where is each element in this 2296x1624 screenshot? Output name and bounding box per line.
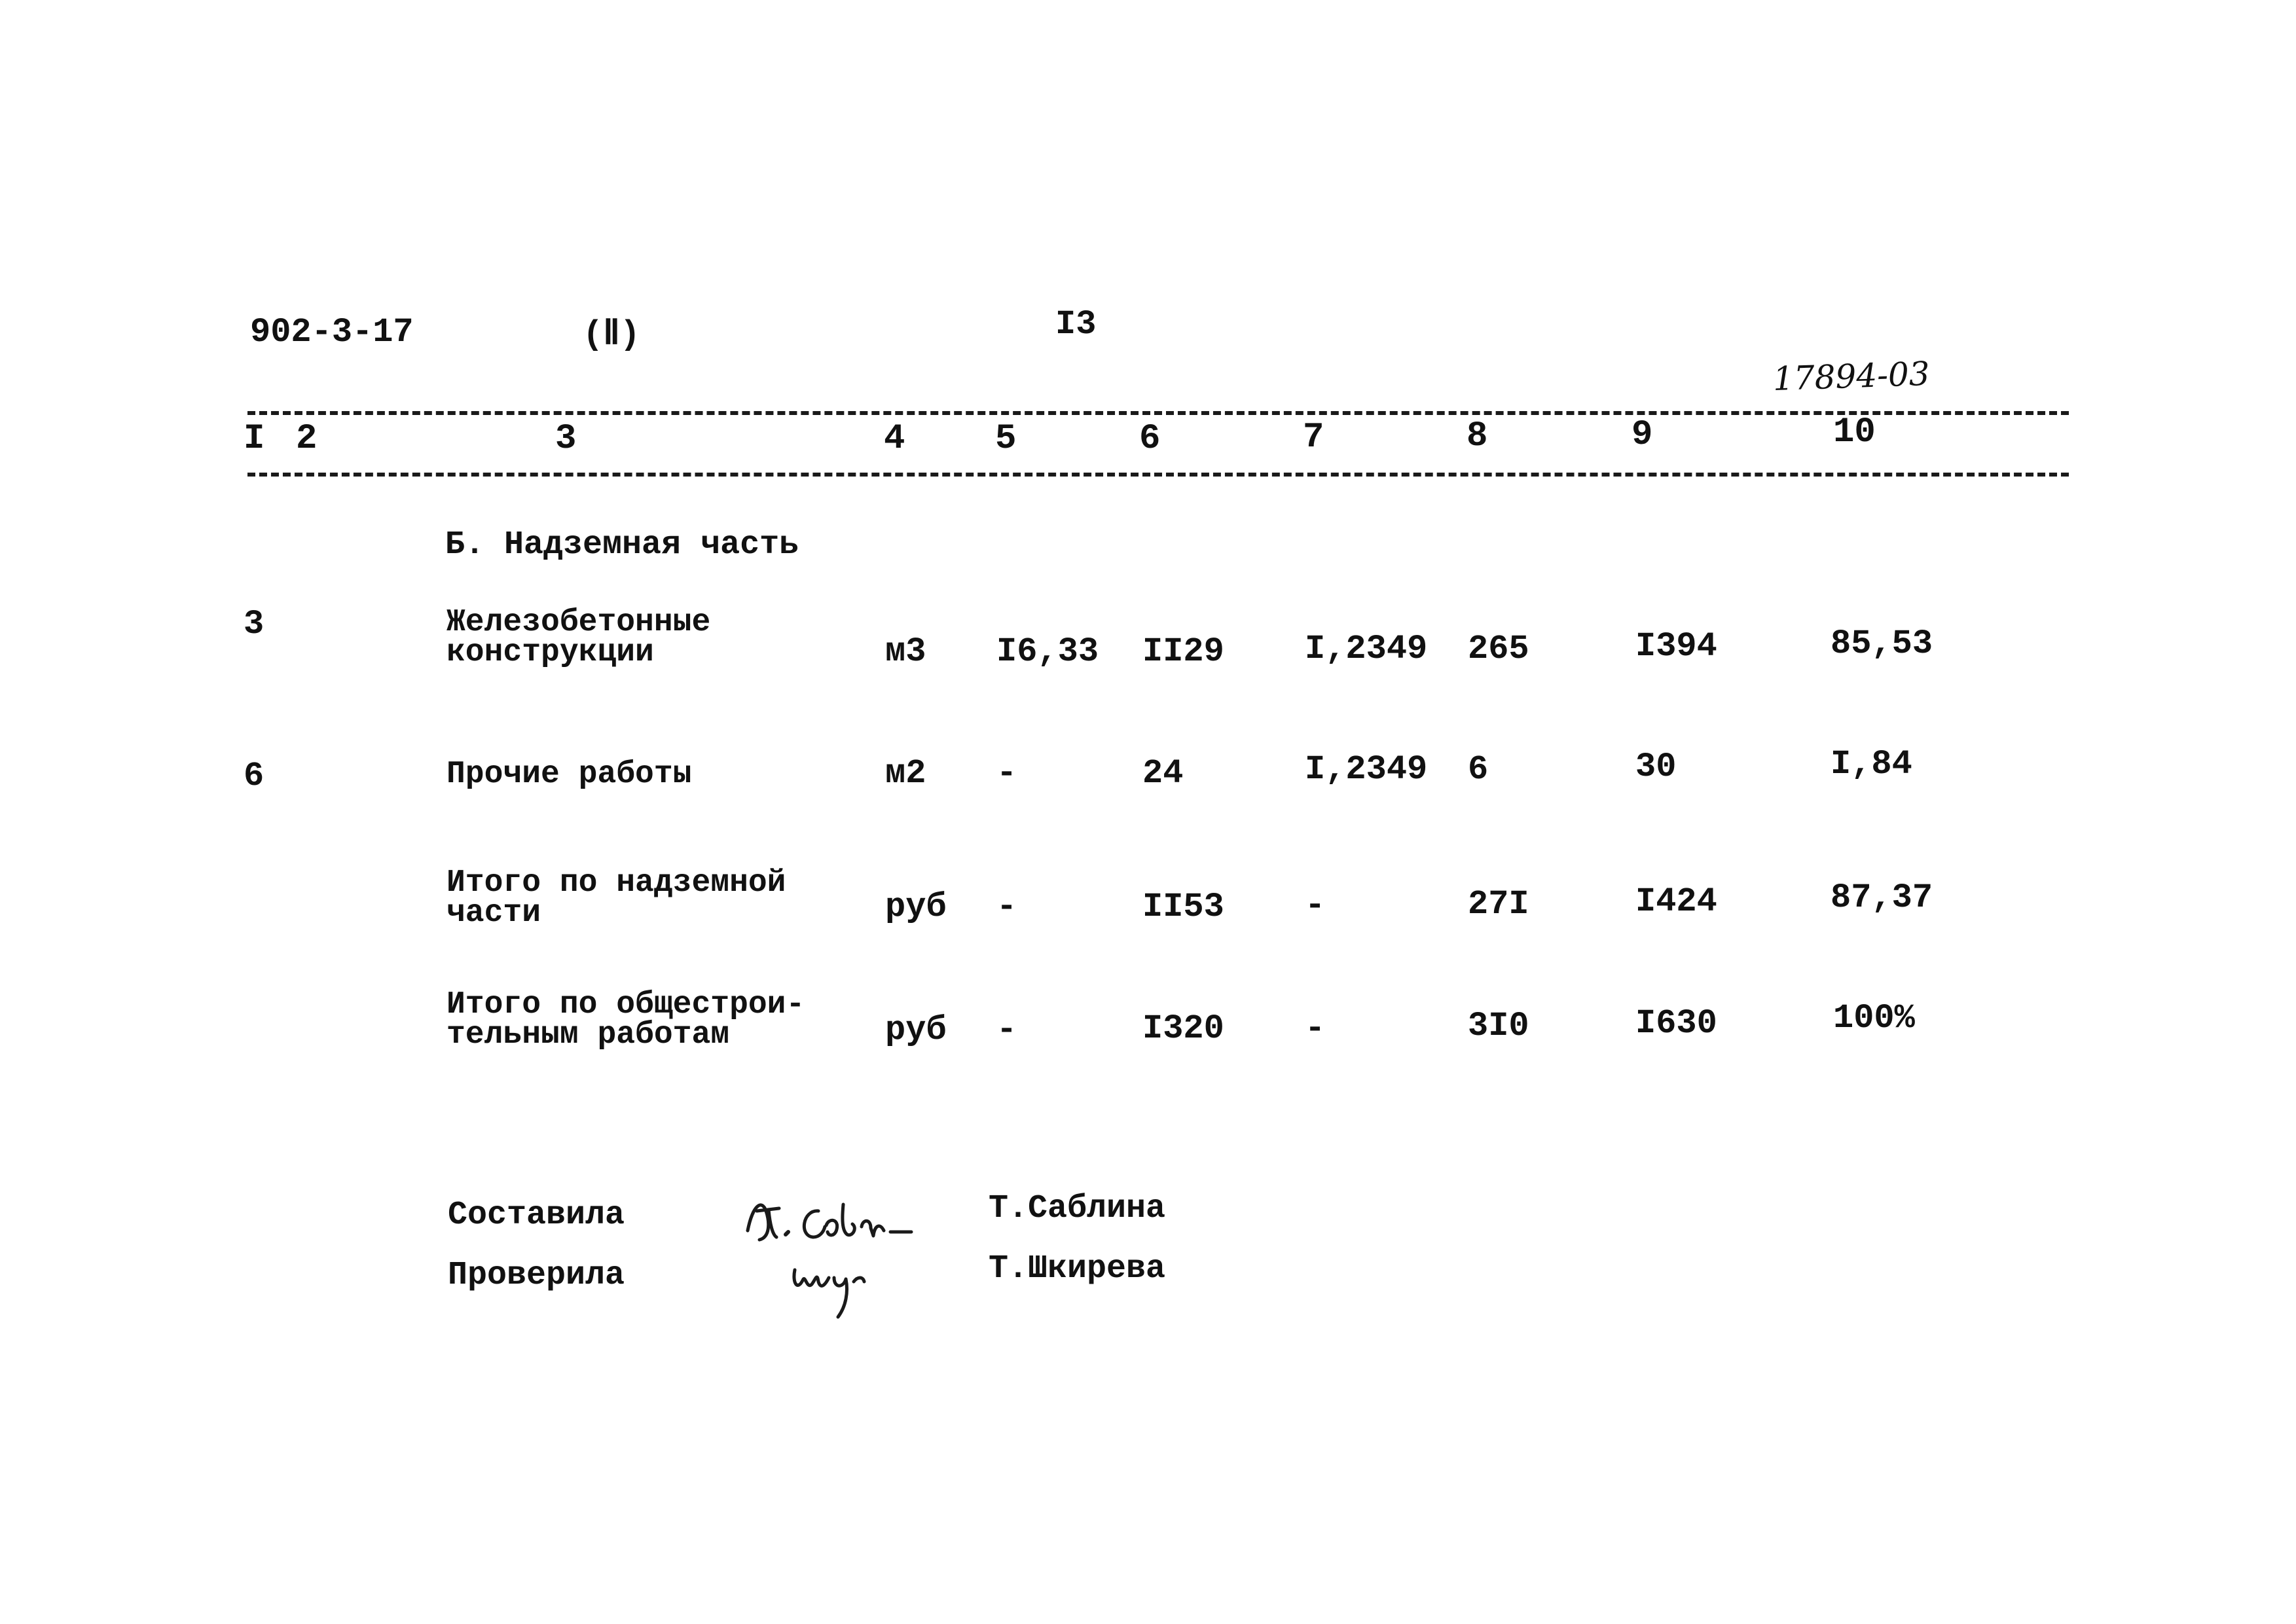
row-col8: 3I0 bbox=[1468, 1007, 1529, 1045]
row-col10: 85,53 bbox=[1831, 624, 1933, 663]
column-number: 2 bbox=[296, 419, 318, 459]
column-number: 10 bbox=[1833, 412, 1876, 452]
compiled-by-name: Т.Саблина bbox=[989, 1190, 1166, 1227]
row-unit: руб bbox=[885, 1011, 947, 1049]
row-col9: I630 bbox=[1635, 1004, 1717, 1043]
row-unit: руб bbox=[885, 888, 947, 926]
row-col8: 265 bbox=[1468, 630, 1529, 668]
row-col8: 27I bbox=[1468, 885, 1529, 924]
document-part: (Ⅱ) bbox=[583, 316, 641, 354]
row-col7: I,2349 bbox=[1305, 750, 1428, 789]
row-col6: I320 bbox=[1142, 1009, 1224, 1048]
row-col7: - bbox=[1305, 886, 1326, 925]
row-col7: - bbox=[1305, 1009, 1326, 1048]
row-col10: I,84 bbox=[1831, 745, 1912, 784]
row-number: 6 bbox=[244, 757, 264, 795]
column-number: 8 bbox=[1467, 416, 1488, 456]
row-name: Прочие работы bbox=[446, 757, 692, 792]
row-col6: 24 bbox=[1142, 754, 1184, 793]
row-col6: II29 bbox=[1142, 632, 1224, 671]
row-col9: I424 bbox=[1635, 882, 1717, 921]
row-unit: м3 bbox=[885, 632, 926, 671]
row-col9: 30 bbox=[1635, 748, 1677, 786]
row-col5: I6,33 bbox=[996, 632, 1099, 671]
row-col9: I394 bbox=[1635, 627, 1717, 666]
row-col5: - bbox=[996, 888, 1017, 926]
row-name: Итого по надземной части bbox=[446, 865, 786, 931]
checked-by-signature bbox=[786, 1244, 897, 1329]
row-number: 3 bbox=[244, 605, 264, 643]
top-dashed-rule bbox=[247, 411, 2069, 415]
row-name: Железобетонные конструкции bbox=[446, 605, 711, 670]
column-number: I bbox=[244, 419, 265, 459]
column-number: 9 bbox=[1631, 415, 1653, 455]
row-col8: 6 bbox=[1468, 750, 1489, 789]
column-number: 6 bbox=[1139, 419, 1161, 459]
page-number: I3 bbox=[1055, 305, 1097, 344]
row-col10: 100% bbox=[1833, 999, 1915, 1038]
column-number: 4 bbox=[884, 419, 905, 459]
row-col5: - bbox=[996, 754, 1017, 793]
row-col6: II53 bbox=[1142, 888, 1224, 926]
handwritten-reference: 17894-03 bbox=[1772, 354, 1931, 399]
checked-by-name: Т.Шкирева bbox=[989, 1250, 1166, 1288]
column-number: 3 bbox=[555, 419, 577, 459]
row-col5: - bbox=[996, 1011, 1017, 1049]
checked-by-label: Проверила bbox=[448, 1257, 625, 1294]
bottom-dashed-rule bbox=[247, 473, 2069, 477]
row-unit: м2 bbox=[885, 754, 926, 793]
column-number: 7 bbox=[1303, 418, 1324, 458]
row-name: Итого по общестрои- тельным работам bbox=[446, 987, 805, 1053]
section-title: Б. Надземная часть bbox=[445, 526, 799, 564]
column-number: 5 bbox=[995, 419, 1017, 459]
document-code: 902-3-17 bbox=[250, 313, 414, 352]
row-col7: I,2349 bbox=[1305, 630, 1428, 668]
compiled-by-label: Составила bbox=[448, 1197, 625, 1234]
row-col10: 87,37 bbox=[1831, 878, 1933, 917]
